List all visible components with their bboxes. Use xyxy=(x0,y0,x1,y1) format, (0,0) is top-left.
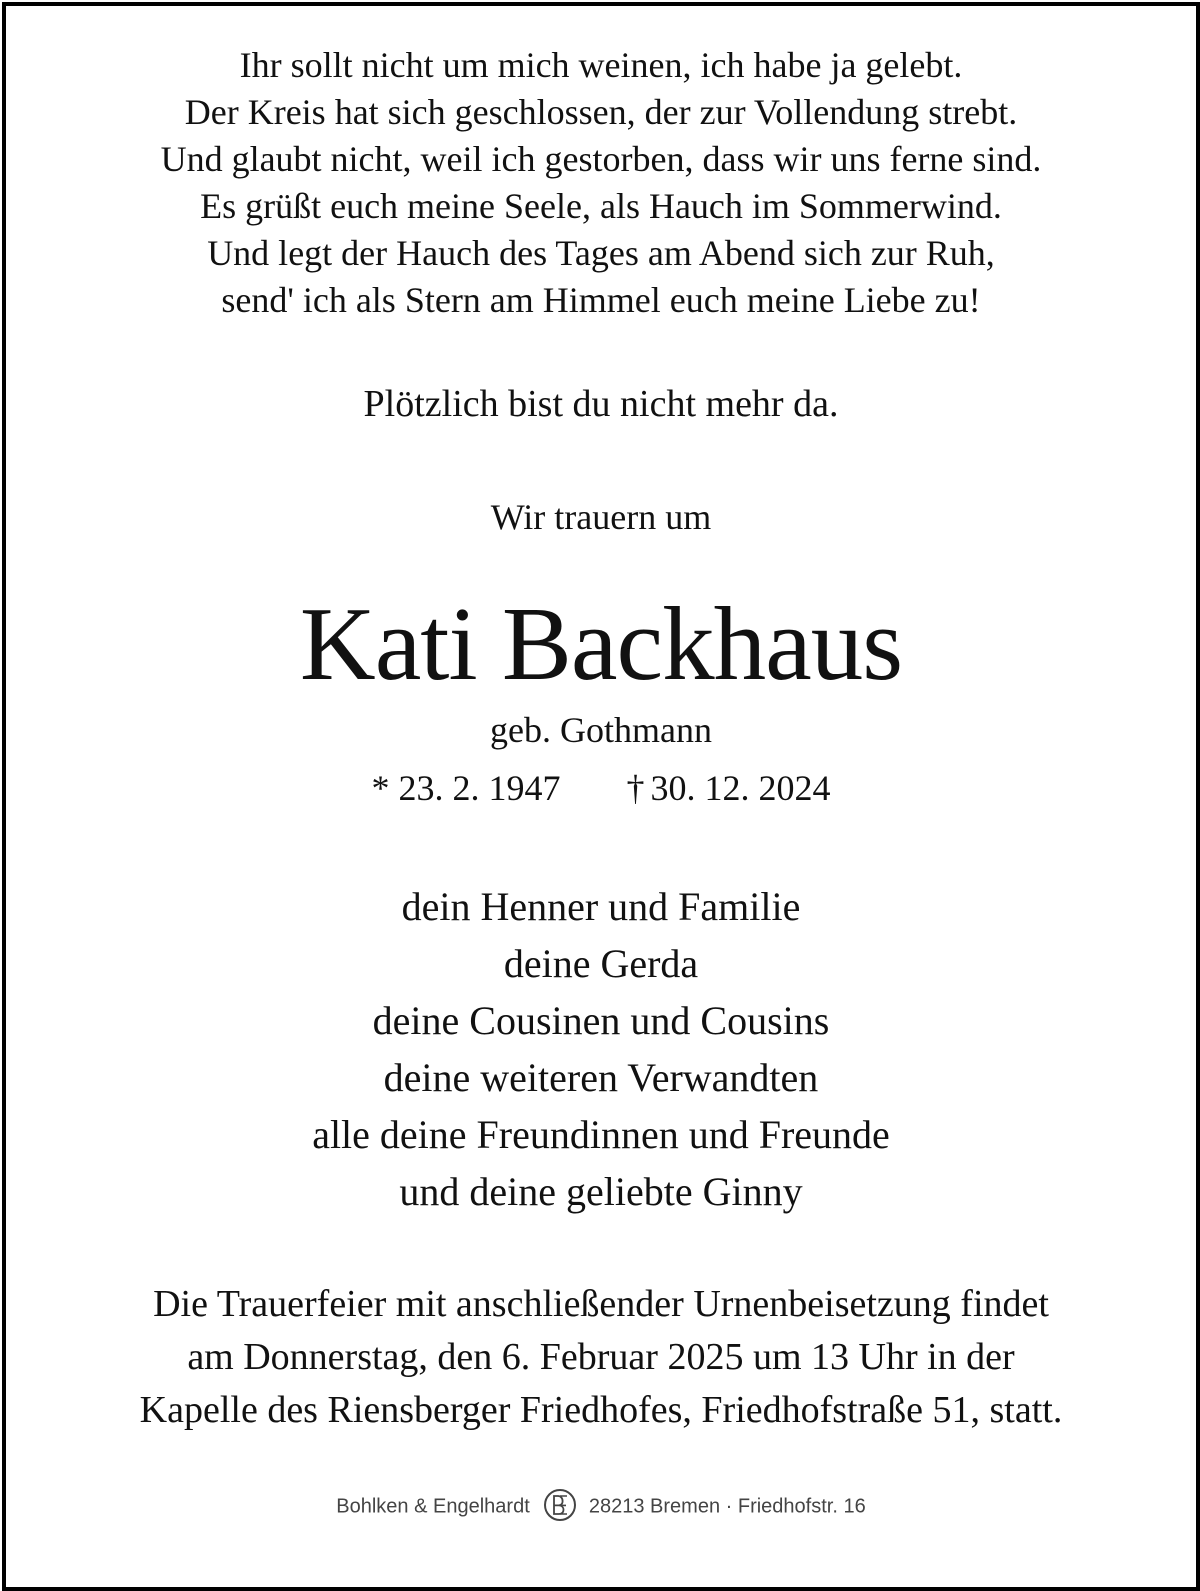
poem-line: Ihr sollt nicht um mich weinen, ich habe ja gelebt. xyxy=(239,45,963,85)
mourning-intro: Wir trauern um xyxy=(490,497,712,537)
mourner-line: und deine geliebte Ginny xyxy=(399,1169,803,1214)
be-monogram-icon xyxy=(543,1488,577,1522)
maiden-name: geb. Gothmann xyxy=(490,710,712,750)
tagline: Plötzlich bist du nicht mehr da. xyxy=(363,383,839,425)
birth-date: * 23. 2. 1947 xyxy=(371,768,561,808)
poem-line: Der Kreis hat sich geschlossen, der zur Vollendung strebt. xyxy=(184,92,1018,132)
mourners-list xyxy=(6,878,1196,1220)
poem-line: Es grüßt euch meine Seele, als Hauch im Sommerwind. xyxy=(200,186,1002,226)
service-line: am Donnerstag, den 6. Februar 2025 um 13 Uhr in der xyxy=(187,1336,1015,1378)
life-dates xyxy=(6,763,1196,813)
funeral-home-name: Bohlken & Engelhardt xyxy=(336,1495,530,1518)
funeral-home-footer xyxy=(6,1488,1196,1525)
poem-line: send' ich als Stern am Himmel euch meine Liebe zu! xyxy=(221,280,981,320)
poem-line: Und glaubt nicht, weil ich gestorben, dass wir uns ferne sind. xyxy=(160,139,1042,179)
mourner-line: deine Gerda xyxy=(503,941,699,986)
obituary-frame xyxy=(2,2,1200,1591)
cross-icon: † xyxy=(626,768,645,808)
poem-line: Und legt der Hauch des Tages am Abend sich zur Ruh, xyxy=(207,233,995,273)
service-announcement xyxy=(6,1278,1196,1437)
mourner-line: alle deine Freundinnen und Freunde xyxy=(312,1112,890,1157)
mourner-line: deine weiteren Verwandten xyxy=(383,1055,819,1100)
deceased-name: Kati Backhaus xyxy=(299,585,903,702)
death-date: 30. 12. 2024 xyxy=(650,768,831,808)
service-line: Die Trauerfeier mit anschließender Urnenbeisetzung findet xyxy=(153,1283,1049,1325)
funeral-home-address: 28213 Bremen · Friedhofstr. 16 xyxy=(588,1495,866,1518)
mourner-line: deine Cousinen und Cousins xyxy=(372,998,830,1043)
poem xyxy=(6,42,1196,324)
mourner-line: dein Henner und Familie xyxy=(401,884,801,929)
service-line: Kapelle des Riensberger Friedhofes, Friedhofstraße 51, statt. xyxy=(139,1389,1063,1431)
